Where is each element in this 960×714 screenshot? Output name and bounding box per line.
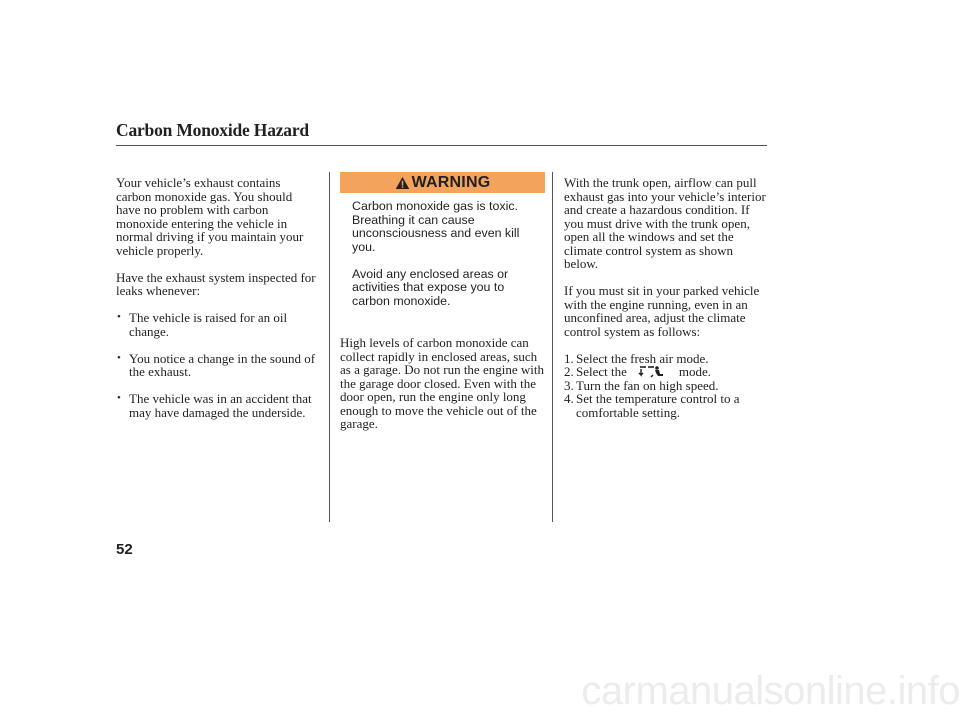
- list-item: 3. Turn the fan on high speed.: [564, 377, 719, 393]
- warning-triangle-icon: [395, 176, 410, 190]
- climate-steps: [564, 352, 770, 420]
- warning-label: WARNING: [411, 173, 491, 191]
- list-item: 4. Set the temperature control to a comfortable setting.: [564, 391, 740, 420]
- bullet-icon: •: [117, 311, 121, 323]
- list-item: • The vehicle is raised for an oil change.: [117, 310, 288, 339]
- warning-paragraph: Avoid any enclosed areas or activities that expose you to carbon monoxide.: [352, 266, 509, 308]
- bullet-icon: •: [117, 351, 121, 364]
- trunk-paragraph: With the trunk open, airflow can pull exhaust gas into your vehicle’s interior and create a hazardous condition. If you must drive with the trunk open, open all the windows and set the climate control system as shown below.: [564, 175, 766, 271]
- warning-header: [340, 172, 545, 193]
- floor-vent-mode-icon: [637, 365, 667, 378]
- garage-paragraph: High levels of carbon monoxide can collect rapidly in enclosed areas, such as a garage. Do not run the engine with the garage door closed. Even with the door open, run the engine only long enough to move the vehicle out of the garage.: [340, 335, 544, 431]
- column-divider: [329, 172, 330, 522]
- warning-body: [340, 193, 545, 308]
- column-3: [564, 176, 770, 419]
- list-item: 1. Select the fresh air mode.: [564, 350, 709, 366]
- column-1: [116, 176, 316, 433]
- bullet-icon: •: [117, 392, 121, 404]
- column-2: [340, 336, 546, 444]
- list-item: • You notice a change in the sound of the exhaust.: [117, 350, 316, 379]
- page-title: Carbon Monoxide Hazard: [116, 120, 309, 140]
- intro-paragraph: Your vehicle’s exhaust contains carbon monoxide gas. You should have no problem with carbon monoxide entering the vehicle in normal driving if you maintain your vehicle properly.: [116, 175, 304, 258]
- inspect-paragraph: Have the exhaust system inspected for leaks whenever:: [116, 269, 316, 298]
- column-divider: [552, 172, 553, 522]
- parked-paragraph: If you must sit in your parked vehicle with the engine running, even in an unconfined area, adjust the climate control system as follows:: [564, 283, 760, 339]
- title-rule: [116, 145, 767, 146]
- inspection-list: [116, 311, 316, 419]
- list-item: 2. Select the mode.: [564, 364, 712, 379]
- warning-box: [340, 172, 545, 308]
- list-item: • The vehicle was in an accident that may have damaged the underside.: [117, 391, 312, 420]
- warning-paragraph: Carbon monoxide gas is toxic. Breathing it can cause unconsciousness and even kill you.: [352, 199, 520, 254]
- page-number: 52: [116, 541, 133, 558]
- watermark: carmanualsonline.info: [581, 669, 960, 713]
